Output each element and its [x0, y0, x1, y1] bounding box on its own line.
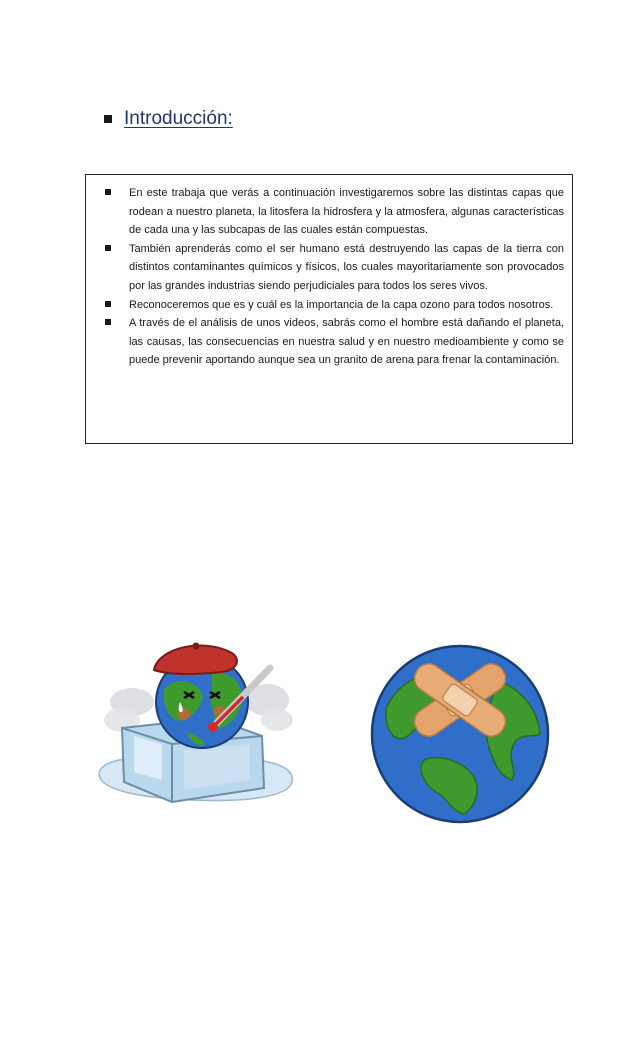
bandaged-earth-illustration: [368, 642, 552, 826]
bandaged-earth-icon: [368, 642, 552, 826]
square-bullet-icon: [105, 189, 111, 195]
list-item-text: Reconoceremos que es y cuál es la importancia de la capa ozono para todos nosotros.: [129, 298, 554, 311]
square-bullet-icon: [105, 301, 111, 307]
list-item-text: En este trabaja que verás a continuación investigaremos sobre las distintas capas que rodean a nuestro planeta, la litosfera la hidrosfera y la atmosfera, algunas características de cada una y las subcapas de las cuales están compuestas.: [129, 187, 564, 237]
square-bullet-icon: [105, 245, 111, 251]
intro-box: [85, 174, 573, 444]
list-item: [96, 296, 564, 315]
list-item-text: También aprenderás como el ser humano está destruyendo las capas de la tierra con distintos contaminantes químicos y físicos, los cuales mayoritariamente son provocados por las grandes industrias siendo perjudiciales para todos los seres vivos.: [129, 242, 564, 292]
list-item: [96, 314, 564, 370]
sick-earth-illustration: [92, 640, 302, 830]
list-item: [96, 240, 564, 296]
square-bullet-icon: [105, 319, 111, 325]
list-item: [96, 184, 564, 240]
section-heading: [104, 108, 233, 130]
bullet-list: [96, 184, 564, 370]
page-title: Introducción:: [124, 108, 233, 129]
square-bullet-icon: [104, 115, 112, 123]
list-item-text: A través de el análisis de unos videos, sabrás como el hombre está dañando el planeta, las causas, las consecuencias en nuestra salud y en nuestro medioambiente y como se puede prevenir aportando aunque sea un granito de arena para frenar la contaminación.: [129, 317, 564, 367]
sick-earth-icon: [92, 640, 302, 830]
